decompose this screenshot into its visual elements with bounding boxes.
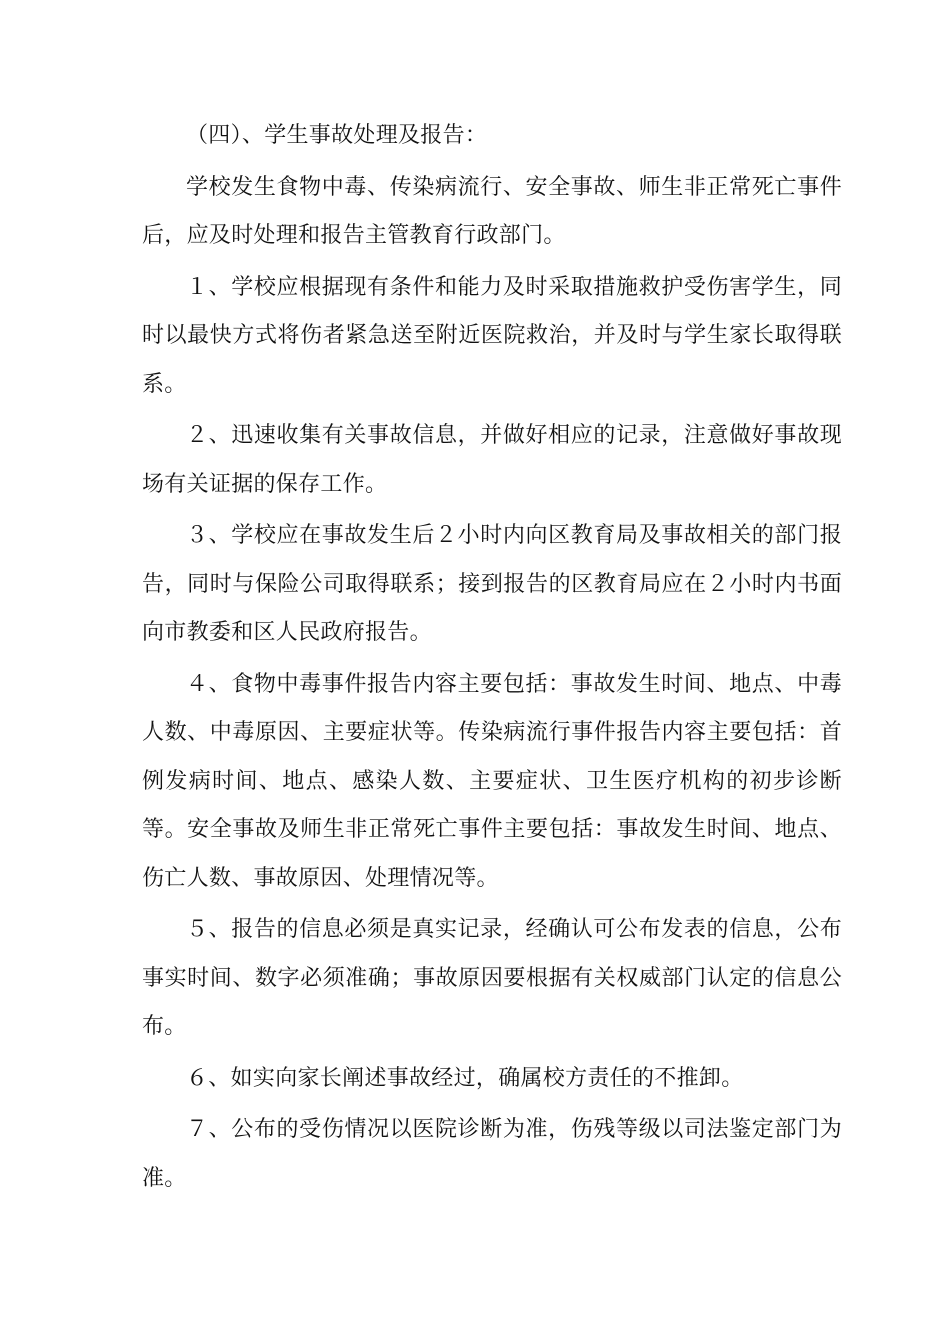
item-paragraph-7: ７、公布的受伤情况以医院诊断为准，伤残等级以司法鉴定部门为准。 (142, 1117, 842, 1191)
item-paragraph-6: ６、如实向家长阐述事故经过，确属校方责任的不推卸。 (186, 1065, 744, 1091)
document-body (142, 112, 842, 1206)
section-heading: （四）、学生事故处理及报告： (186, 123, 488, 148)
item-paragraph-4: ４、食物中毒事件报告内容主要包括：事故发生时间、地点、中毒人数、中毒原因、主要症状等。传染病流行事件报告内容主要包括：首例发病时间、地点、感染人数、主要症状、卫生医疗机构的初步诊断等。安全事故及师生非正常死亡事件主要包括：事故发生时间、地点、伤亡人数、事故原因、处理情况等。 (142, 671, 842, 891)
item-paragraph-3: ３、学校应在事故发生后２小时内向区教育局及事故相关的部门报告，同时与保险公司取得联系；接到报告的区教育局应在２小时内书面向市教委和区人民政府报告。 (142, 523, 842, 645)
item-paragraph-1: １、学校应根据现有条件和能力及时采取措施救护受伤害学生，同时以最快方式将伤者紧急送至附近医院救治，并及时与学生家长取得联系。 (142, 274, 842, 397)
item-paragraph-5: ５、报告的信息必须是真实记录，经确认可公布发表的信息，公布事实时间、数字必须准确；事故原因要根据有关权威部门认定的信息公布。 (142, 917, 842, 1039)
item-paragraph-2: ２、迅速收集有关事故信息，并做好相应的记录，注意做好事故现场有关证据的保存工作。 (142, 423, 842, 497)
intro-paragraph: 学校发生食物中毒、传染病流行、安全事故、师生非正常死亡事件后，应及时处理和报告主管教育行政部门。 (142, 174, 842, 248)
